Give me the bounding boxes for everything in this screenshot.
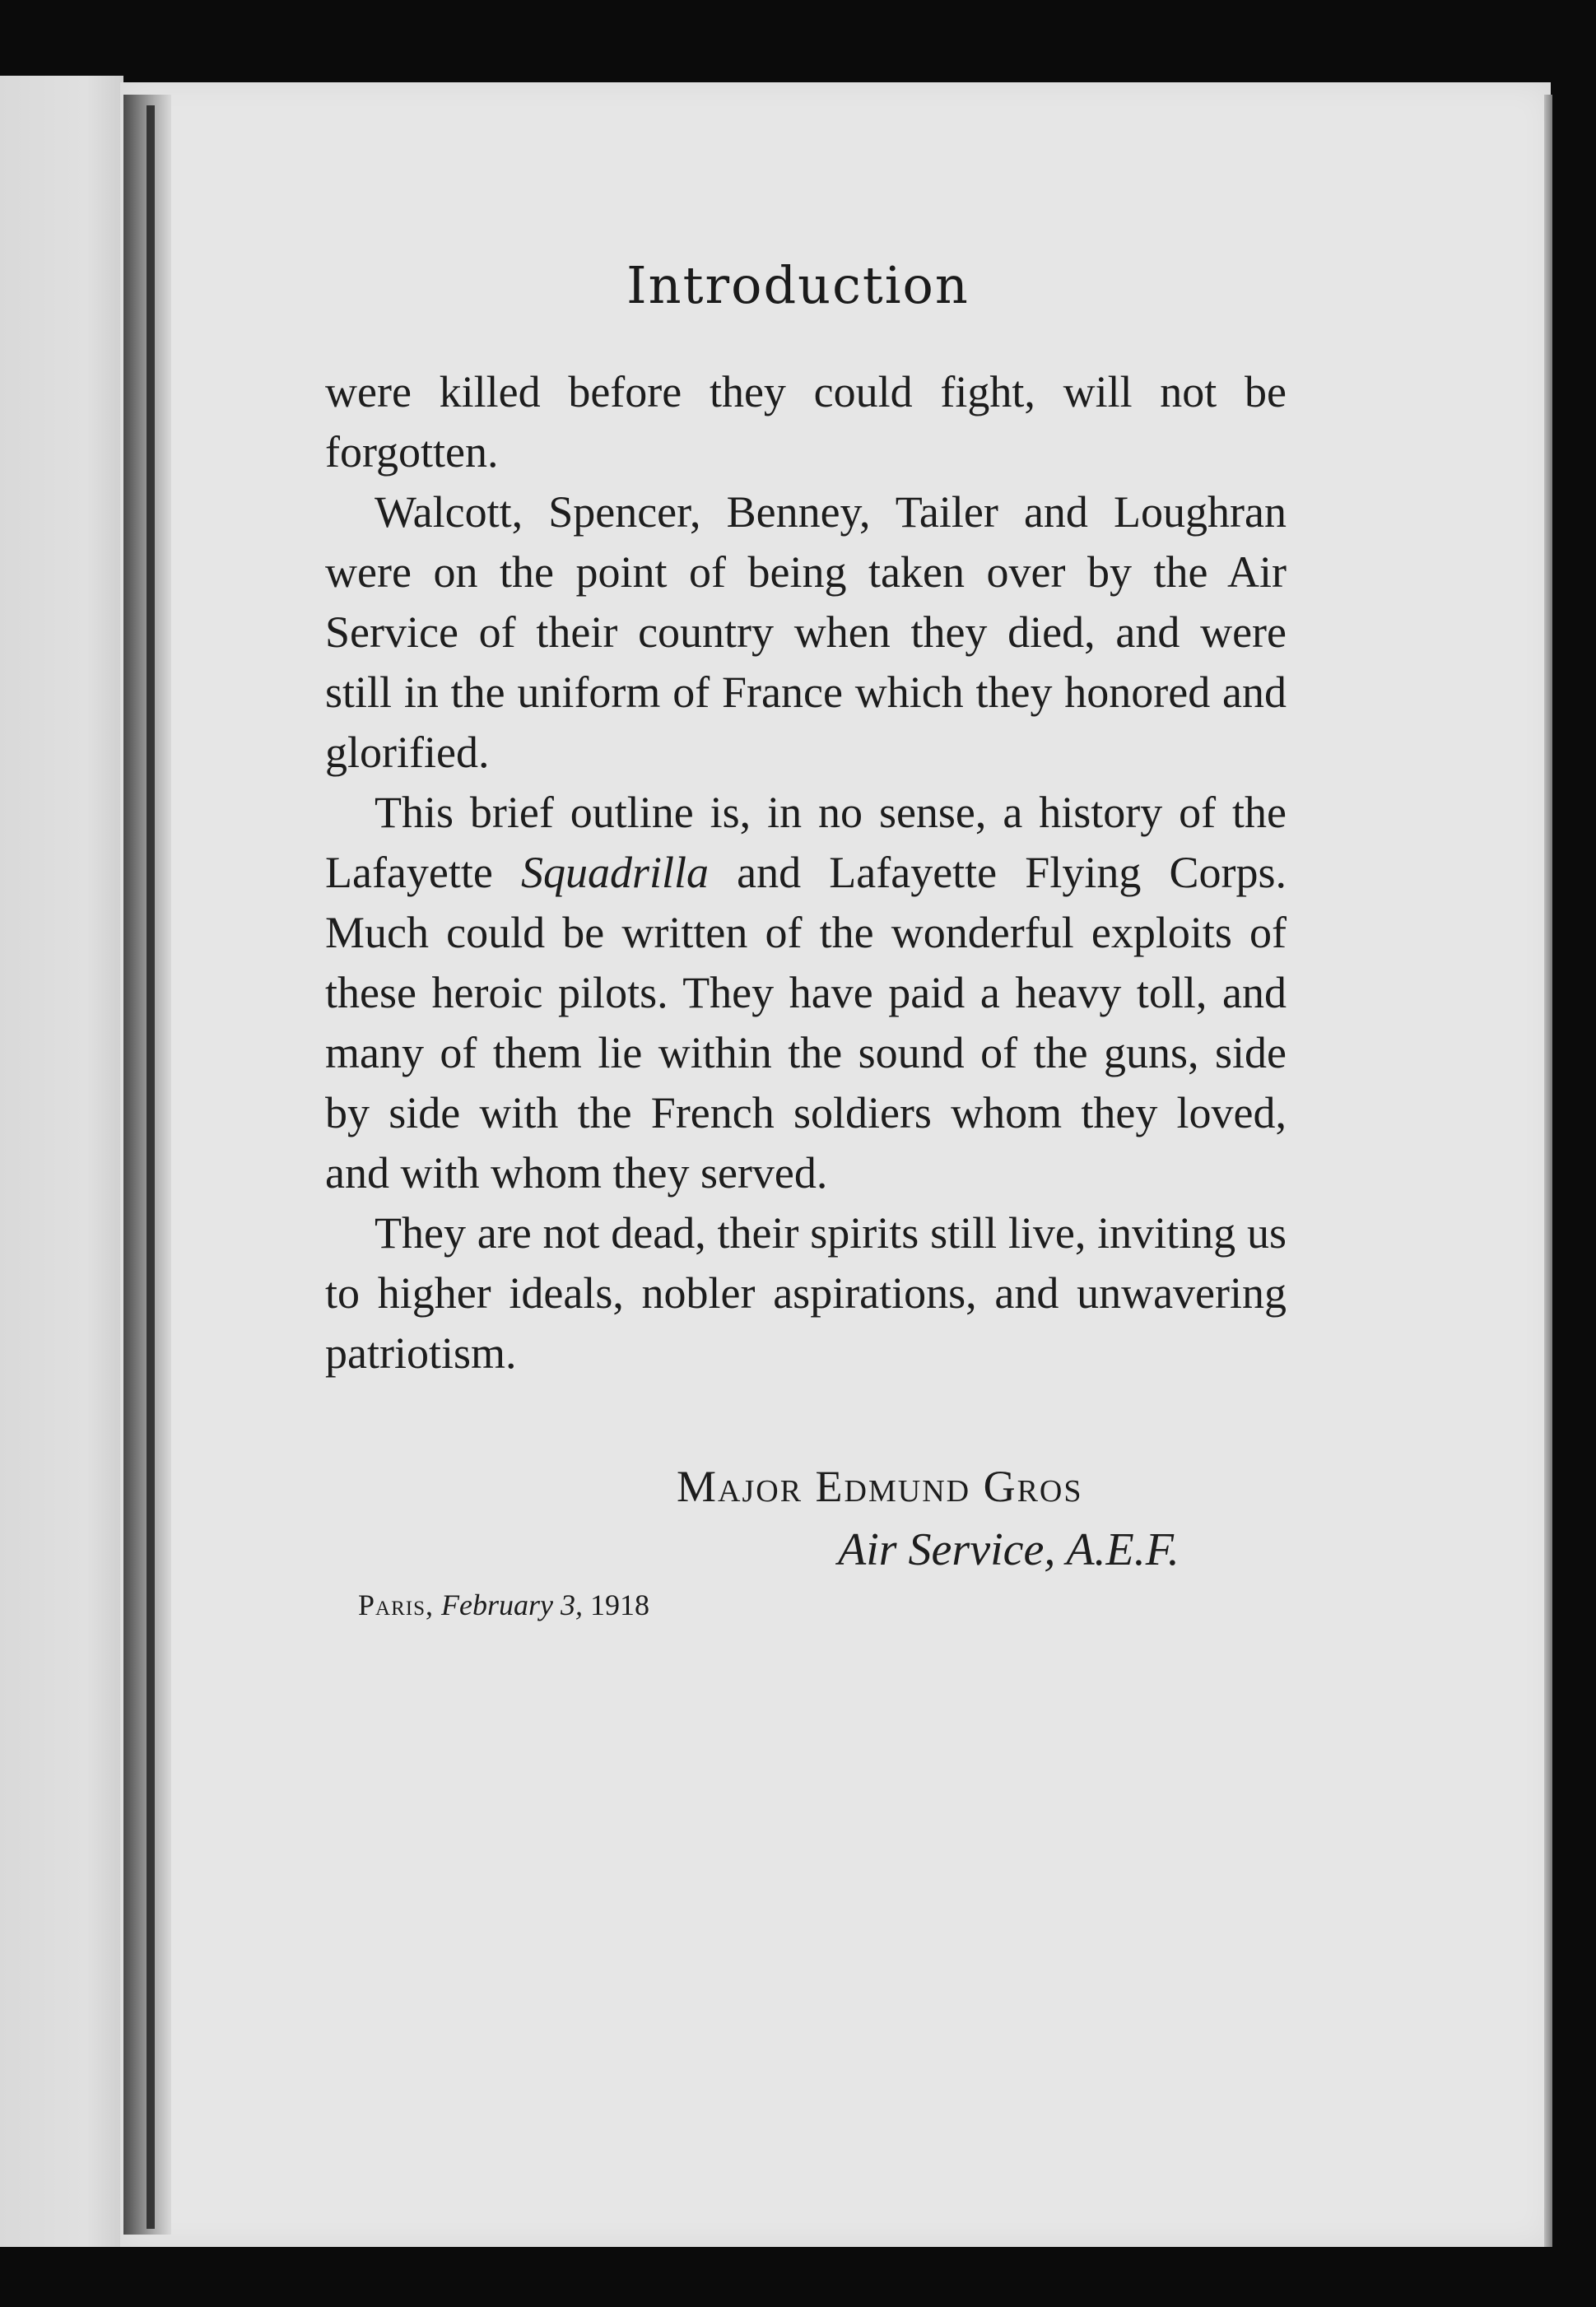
dateline-place: Paris, [358, 1588, 434, 1621]
paragraph-outline-text-a: This brief outline is, in no sense, a history of the Lafayette [325, 788, 1287, 897]
signature-name: Major Edmund Gros [677, 1462, 1083, 1511]
squadrilla-italic: Squadrilla [521, 848, 710, 897]
binding-line [147, 105, 155, 2229]
signature-title: Air Service, A.E.F. [838, 1524, 1180, 1575]
dateline-year: 1918 [589, 1588, 649, 1621]
paragraph-walcott: Walcott, Spencer, Benney, Tailer and Loughran were on the point of being taken over by the Air Service of their country when they died, and were still in the uniform of France which they honored and glorified. [325, 487, 1287, 777]
paragraph-continuation: were killed before they could fight, will not be forgotten. [325, 367, 1287, 477]
paragraph-outline-text-b: and Lafayette Flying Corps. Much could be written of the wonderful exploits of these heroic pilots. They have paid a heavy toll, and many of them lie within the sound of the guns, side by side with the French soldiers whom they loved, and with whom they served. [325, 848, 1287, 1198]
page-right-edge [1544, 95, 1552, 2247]
body-text [325, 362, 1287, 1384]
paragraph-outline [325, 783, 1287, 1203]
dateline-date: February 3, [440, 1588, 583, 1621]
left-page-edge [0, 76, 123, 2247]
dateline [358, 1588, 649, 1622]
running-head: Introduction [626, 255, 970, 315]
paragraph-not-dead: They are not dead, their spirits still live, inviting us to higher ideals, nobler aspirations, and unwavering patriotism. [325, 1208, 1287, 1378]
